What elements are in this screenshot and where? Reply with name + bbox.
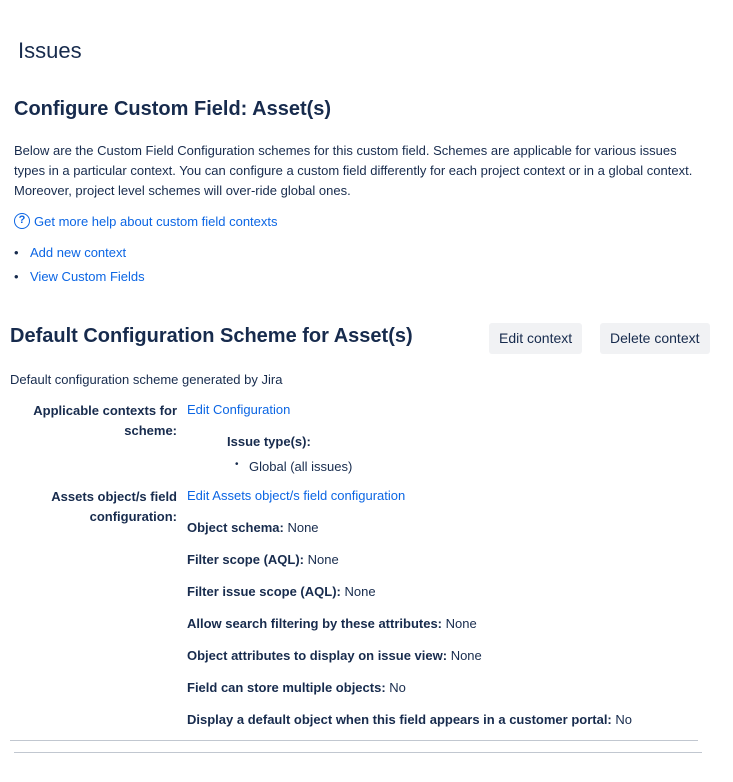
page-title: Issues	[18, 38, 82, 63]
scheme-title: Default Configuration Scheme for Asset(s)	[10, 325, 413, 347]
list-item	[14, 269, 145, 284]
custom-field-description: Below are the Custom Field Configuration schemes for this custom field. Schemes are applicable for various issues types in a particular context. You can configure a custom field differently for each project context or in a global context. Moreover, project level schemes will over-ride global ones.	[14, 143, 693, 198]
view-custom-fields-link[interactable]: View Custom Fields	[30, 269, 145, 284]
issue-type-item	[235, 459, 352, 474]
help-link[interactable]	[14, 213, 278, 229]
add-new-context-link[interactable]: Add new context	[30, 245, 127, 260]
list-item	[14, 245, 126, 260]
scheme-description: Default configuration scheme generated by Jira	[10, 372, 283, 387]
bullet: •	[235, 459, 239, 470]
divider	[10, 740, 698, 741]
delete-context-button[interactable]: Delete context	[600, 323, 710, 354]
contexts-label: Applicable contexts for scheme:	[33, 403, 177, 438]
setting-object-schema: Object schema: None	[187, 520, 319, 535]
setting-multiple-objects: Field can store multiple objects: No	[187, 680, 406, 695]
edit-context-button[interactable]: Edit context	[489, 323, 582, 354]
setting-attributes-display: Object attributes to display on issue view: None	[187, 648, 482, 663]
setting-filter-scope: Filter scope (AQL): None	[187, 552, 339, 567]
bullet: •	[14, 269, 19, 284]
custom-field-title: Configure Custom Field: Asset(s)	[14, 98, 332, 120]
bullet: •	[14, 245, 19, 260]
setting-filter-issue-scope: Filter issue scope (AQL): None	[187, 584, 376, 599]
help-link-label[interactable]: Get more help about custom field contexts	[34, 213, 278, 229]
issue-types-label: Issue type(s):	[227, 434, 311, 449]
edit-assets-config-link[interactable]: Edit Assets object/s field configuration	[187, 488, 406, 503]
assets-config-label: Assets object/s field configuration:	[51, 489, 177, 524]
question-circle-icon: ?	[14, 213, 30, 229]
setting-search-filtering: Allow search filtering by these attributes: None	[187, 616, 477, 631]
divider	[14, 752, 702, 753]
issue-type-value: Global (all issues)	[249, 459, 353, 474]
edit-configuration-link[interactable]: Edit Configuration	[187, 402, 291, 417]
setting-default-object: Display a default object when this field appears in a customer portal: No	[187, 712, 633, 727]
